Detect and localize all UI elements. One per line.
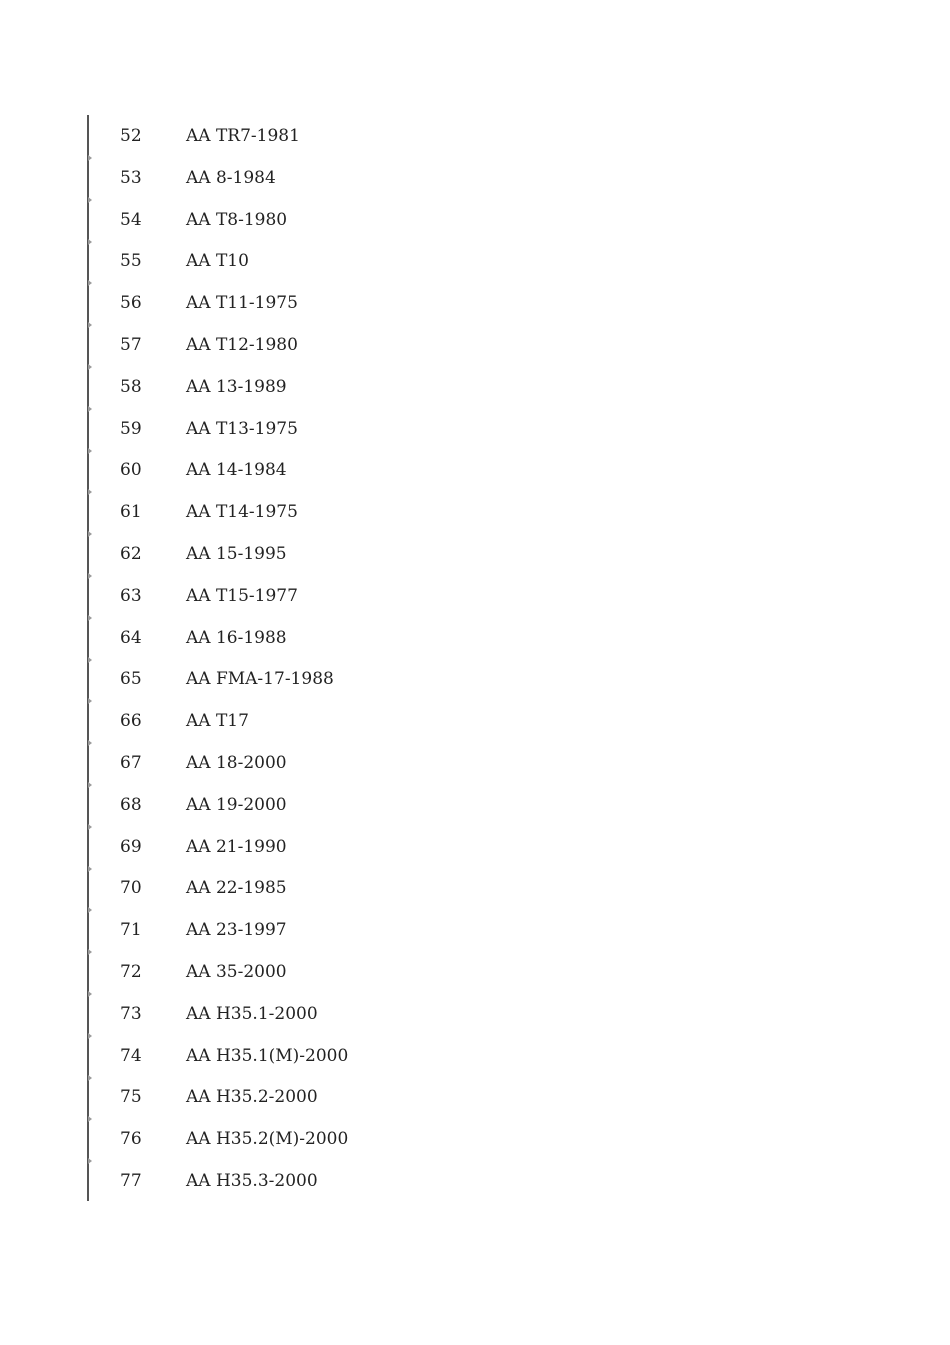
list-item [0, 1160, 950, 1202]
row-number: 65 [120, 669, 142, 690]
row-number: 73 [120, 1003, 142, 1024]
list-item [0, 1118, 950, 1160]
row-number: 66 [120, 711, 142, 732]
list-item [0, 408, 950, 450]
list-item [0, 199, 950, 241]
list-item [0, 157, 950, 199]
list-item [0, 449, 950, 491]
list-item [0, 700, 950, 742]
row-number: 72 [120, 961, 142, 982]
row-number: 74 [120, 1045, 142, 1066]
row-number: 53 [120, 167, 142, 188]
row-number: 52 [120, 126, 142, 146]
standard-code: AA T13-1975 [186, 418, 298, 439]
row-number: 64 [120, 627, 142, 648]
standard-code: AA H35.3-2000 [186, 1170, 318, 1191]
standard-code: AA 35-2000 [186, 961, 287, 982]
standard-code: AA 13-1989 [186, 376, 287, 397]
row-number: 68 [120, 794, 142, 815]
list-item [0, 993, 950, 1035]
list-item [0, 867, 950, 909]
list-item [0, 366, 950, 408]
row-number: 58 [120, 376, 142, 397]
list-item [0, 240, 950, 282]
list-item [0, 324, 950, 366]
standard-code: AA T10 [186, 251, 249, 272]
list-item [0, 282, 950, 324]
row-number: 55 [120, 251, 142, 272]
standard-code: AA T14-1975 [186, 502, 298, 523]
row-number: 56 [120, 293, 142, 314]
list-item [0, 742, 950, 784]
row-number: 71 [120, 920, 142, 941]
row-number: 62 [120, 543, 142, 564]
row-number: 69 [120, 836, 142, 857]
standard-code: AA 21-1990 [186, 836, 287, 857]
row-number: 63 [120, 585, 142, 606]
standard-code: AA T8-1980 [186, 209, 288, 230]
list-item [0, 1035, 950, 1077]
list-item [0, 491, 950, 533]
row-number: 70 [120, 878, 142, 899]
standard-code: AA 23-1997 [186, 920, 287, 941]
standard-code: AA H35.2-2000 [186, 1087, 318, 1108]
list-item [0, 575, 950, 617]
standard-code: AA H35.2(M)-2000 [186, 1129, 349, 1150]
row-number: 61 [120, 502, 142, 523]
standard-code: AA T11-1975 [186, 293, 298, 314]
list-item [0, 115, 950, 157]
standard-code: AA 22-1985 [186, 878, 287, 899]
standard-code: AA H35.1(M)-2000 [186, 1045, 349, 1066]
standard-code: AA 16-1988 [186, 627, 287, 648]
list-item [0, 909, 950, 951]
standard-code: AA 15-1995 [186, 543, 287, 564]
standard-code: AA TR7-1981 [186, 126, 300, 146]
standard-code: AA 8-1984 [186, 167, 276, 188]
row-number: 54 [120, 209, 142, 230]
list-item [0, 658, 950, 700]
list-item [0, 1076, 950, 1118]
standard-code: AA FMA-17-1988 [186, 669, 334, 690]
standard-code: AA T15-1977 [186, 585, 298, 606]
standard-code: AA T12-1980 [186, 334, 298, 355]
list-item [0, 826, 950, 868]
standard-code: AA 19-2000 [186, 794, 287, 815]
row-number: 60 [120, 460, 142, 481]
standard-code: AA 18-2000 [186, 752, 287, 773]
list-item [0, 533, 950, 575]
standard-code: AA T17 [186, 711, 249, 732]
row-number: 59 [120, 418, 142, 439]
row-number: 57 [120, 334, 142, 355]
row-number: 77 [120, 1170, 142, 1191]
list-item [0, 784, 950, 826]
standard-code: AA 14-1984 [186, 460, 287, 481]
list-item [0, 617, 950, 659]
list-item [0, 951, 950, 993]
standard-code: AA H35.1-2000 [186, 1003, 318, 1024]
row-number: 76 [120, 1129, 142, 1150]
standards-list [0, 115, 950, 1202]
row-number: 67 [120, 752, 142, 773]
row-number: 75 [120, 1087, 142, 1108]
